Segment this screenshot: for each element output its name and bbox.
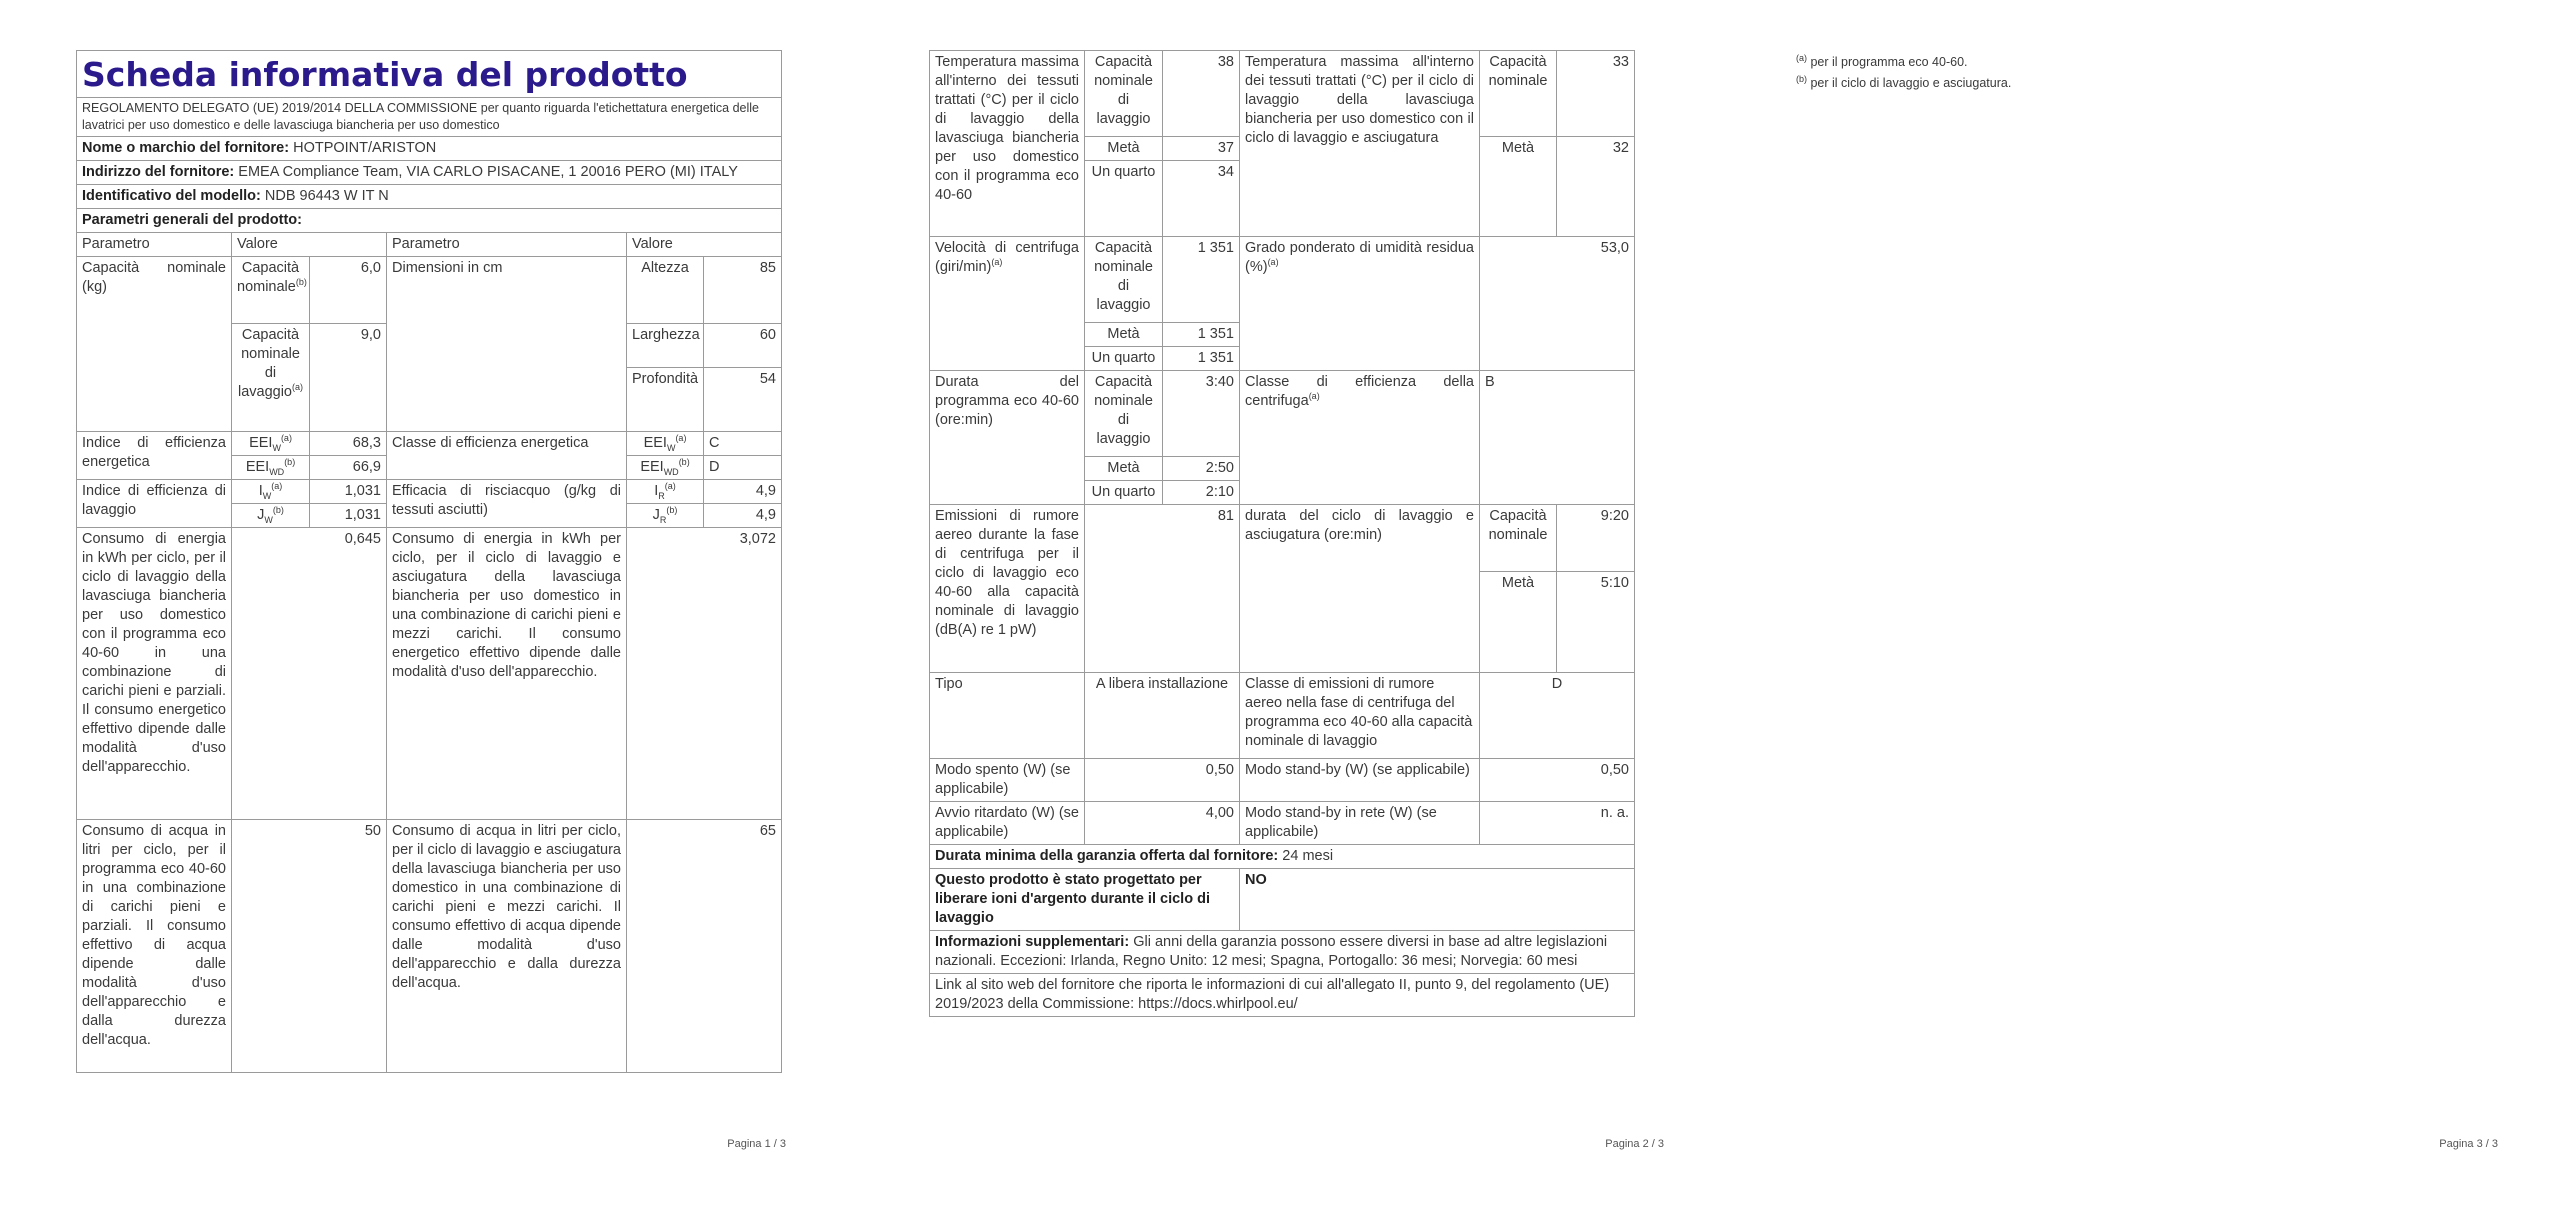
half-sub: Metà	[1085, 457, 1163, 481]
wd-duration-full-value: 9:20	[1557, 505, 1635, 572]
energy-wd-label: Consumo di energia in kWh per ciclo, per il ciclo di lavaggio e asciugatura della lavasciuga biancheria per uso domestico in una combinazione di carichi pieni e mezzi carichi. Il consumo energetico effettivo dipende dalle modalità d'uso dell'apparecchio.	[387, 528, 627, 820]
duration-half-value: 2:50	[1163, 457, 1240, 481]
model-row	[77, 185, 782, 209]
eei-wd-value: 66,9	[310, 456, 387, 480]
extra-info-value: Gli anni della garanzia possono essere diversi in base ad altre legislazioni nazionali. Eccezioni: Irlanda, Regno Unito: 12 mesi; Spagna, Portogallo: 36 mesi; Norvegia: 60 mesi	[935, 934, 1608, 969]
delay-start-value: 4,00	[1085, 802, 1240, 845]
product-sheet-table-2	[929, 50, 1635, 1017]
duration-label: Durata del programma eco 40-60 (ore:min)	[930, 371, 1085, 505]
jw-value: 1,031	[310, 504, 387, 528]
model-value: NDB 96443 W IT N	[264, 188, 389, 204]
off-mode-value: 0,50	[1085, 759, 1240, 802]
depth-value: 54	[704, 368, 782, 432]
supplier-name-label: Nome o marchio del fornitore:	[82, 140, 290, 156]
supplier-name-value: HOTPOINT/ARISTON	[293, 140, 437, 156]
water-wash-label: Consumo di acqua in litri per ciclo, per il programma eco 40-60 in una combinazione di carichi pieni e parziali. Il consumo effettivo di acqua dipende dalle modalità d'uso dell'apparecchio e dalla durezza dell'acqua.	[77, 820, 232, 1073]
cap-nominal-sub: Capacità nominale	[1480, 505, 1557, 572]
water-wd-value: 65	[627, 820, 782, 1073]
width-value: 60	[704, 324, 782, 368]
warranty-row	[930, 845, 1635, 869]
general-params-heading: Parametri generali del prodotto:	[77, 209, 782, 233]
network-standby-label: Modo stand-by in rete (W) (se applicabile)	[1240, 802, 1480, 845]
water-wd-label: Consumo di acqua in litri per ciclo, per il ciclo di lavaggio e asciugatura della lavasciuga biancheria per uso domestico in una combinazione di carichi pieni e mezzi carichi. Il consumo effettivo di acqua dipende dalle modalità d'uso dell'apparecchio e dalla durezza dell'acqua.	[387, 820, 627, 1073]
network-standby-value: n. a.	[1480, 802, 1635, 845]
capacity-wash-value: 6,0	[310, 257, 387, 324]
wd-duration-label: durata del ciclo di lavaggio e asciugatura (ore:min)	[1240, 505, 1480, 673]
temp-wash-half-value: 37	[1163, 137, 1240, 161]
energy-wd-value: 3,072	[627, 528, 782, 820]
warranty-label: Durata minima della garanzia offerta dal fornitore:	[935, 848, 1279, 864]
height-label: Altezza	[627, 257, 704, 324]
ir-value: 4,9	[704, 480, 782, 504]
quarter-sub: Un quarto	[1085, 347, 1163, 371]
cap-nominal-wash-sub: Capacità nominale di lavaggio	[1085, 371, 1163, 457]
page-number: Pagina 3 / 3	[2439, 1138, 2498, 1150]
energy-class-wd-value: D	[704, 456, 782, 480]
capacity-dry-sub: Capacità nominale di lavaggio$^{(a)}$	[232, 324, 310, 432]
noise-class-label: Classe di emissioni di rumore aereo nella fase di centrifuga del programma eco 40-60 alla capacità nominale di lavaggio	[1240, 673, 1480, 759]
eei-label: Indice di efficienza energetica	[77, 432, 232, 480]
temp-wash-quarter-value: 34	[1163, 161, 1240, 237]
temp-wd-label: Temperatura massima all'interno dei tessuti trattati (°C) per il ciclo di lavaggio della lavasciuga biancheria per uso domestico con il ciclo di lavaggio e asciugatura	[1240, 51, 1480, 237]
temp-wash-label: Temperatura massima all'interno dei tessuti trattati (°C) per il ciclo di lavaggio della lavasciuga biancheria per uso domestico con il programma eco 40-60	[930, 51, 1085, 237]
footnote-a: $^{(a)}$ per il programma eco 40-60.	[1796, 52, 1968, 69]
duration-full-value: 3:40	[1163, 371, 1240, 457]
rinse-label: Efficacia di risciacquo (g/kg di tessuti asciutti)	[387, 480, 627, 528]
half-sub: Metà	[1085, 137, 1163, 161]
eei-w-value: 68,3	[310, 432, 387, 456]
off-mode-label: Modo spento (W) (se applicabile)	[930, 759, 1085, 802]
page-1	[0, 0, 853, 1207]
energy-class-wd-symbol: $EEI_{WD}^{(b)}$	[627, 456, 704, 480]
column-header: Valore	[232, 233, 387, 257]
moisture-value: 53,0	[1480, 237, 1635, 371]
supplier-name-row	[77, 137, 782, 161]
energy-class-w-value: C	[704, 432, 782, 456]
half-sub: Metà	[1480, 137, 1557, 237]
page-2	[853, 0, 1706, 1207]
wash-efficiency-label: Indice di efficienza di lavaggio	[77, 480, 232, 528]
page-number: Pagina 1 / 3	[727, 1138, 786, 1150]
noise-label: Emissioni di rumore aereo durante la fase di centrifuga per il ciclo di lavaggio eco 40-60 alla capacità nominale di lavaggio (dB(A) re 1 pW)	[930, 505, 1085, 673]
wd-duration-half-value: 5:10	[1557, 572, 1635, 673]
energy-wash-label: Consumo di energia in kWh per ciclo, per il ciclo di lavaggio della lavasciuga biancheria per uso domestico con il programma eco 40-60 in una combinazione di carichi pieni e parziali. Il consumo energetico effettivo dipende dalle modalità d'uso dell'apparecchio.	[77, 528, 232, 820]
height-value: 85	[704, 257, 782, 324]
depth-label: Profondità	[627, 368, 704, 432]
spin-label: Velocità di centrifuga (giri/min)$^{(a)}$	[930, 237, 1085, 371]
supplier-website-link[interactable]: https://docs.whirlpool.eu/	[1138, 996, 1298, 1012]
silver-ions-label: Questo prodotto è stato progettato per liberare ioni d'argento durante il ciclo di lavaggio	[930, 869, 1240, 931]
link-text: Link al sito web del fornitore che riporta le informazioni di cui all'allegato II, punto 9, del regolamento (UE) 2019/2023 della Commissione:	[935, 977, 1610, 1012]
half-sub: Metà	[1085, 323, 1163, 347]
regulation-text: REGOLAMENTO DELEGATO (UE) 2019/2014 DELLA COMMISSIONE per quanto riguarda l'etichettatura energetica delle lavatrici per uso domestico e delle lavasciuga biancheria per uso domestico	[77, 98, 782, 137]
jr-value: 4,9	[704, 504, 782, 528]
extra-info-row	[930, 931, 1635, 974]
cap-nominal-sub: Capacità nominale	[1480, 51, 1557, 137]
quarter-sub: Un quarto	[1085, 161, 1163, 237]
width-label: Larghezza	[627, 324, 704, 368]
noise-value: 81	[1085, 505, 1240, 673]
capacity-dry-value: 9,0	[310, 324, 387, 432]
silver-ions-value: NO	[1240, 869, 1635, 931]
page-number: Pagina 2 / 3	[1605, 1138, 1664, 1150]
capacity-label: Capacità nominale (kg)	[77, 257, 232, 432]
spin-full-value: 1 351	[1163, 237, 1240, 323]
footnote-b: $^{(b)}$ per il ciclo di lavaggio e asciugatura.	[1796, 73, 2012, 90]
eei-wd-symbol: $EEI_{WD}^{(b)}$	[232, 456, 310, 480]
warranty-value: 24 mesi	[1282, 848, 1334, 864]
column-header: Parametro	[387, 233, 627, 257]
model-label: Identificativo del modello:	[82, 188, 261, 204]
quarter-sub: Un quarto	[1085, 481, 1163, 505]
energy-class-label: Classe di efficienza energetica	[387, 432, 627, 480]
cap-nominal-wash-sub: Capacità nominale di lavaggio	[1085, 51, 1163, 137]
document-title: Scheda informativa del prodotto	[77, 51, 782, 98]
column-header: Parametro	[77, 233, 232, 257]
extra-info-label: Informazioni supplementari:	[935, 934, 1130, 950]
column-header: Valore	[627, 233, 782, 257]
half-sub: Metà	[1480, 572, 1557, 673]
spin-half-value: 1 351	[1163, 323, 1240, 347]
page-3	[1706, 0, 2560, 1207]
spin-class-value: B	[1480, 371, 1635, 505]
spin-class-label: Classe di efficienza della centrifuga$^{(a)}$	[1240, 371, 1480, 505]
cap-nominal-wash-sub: Capacità nominale di lavaggio	[1085, 237, 1163, 323]
ir-symbol: $I_R^{(a)}$	[627, 480, 704, 504]
supplier-address-label: Indirizzo del fornitore:	[82, 164, 235, 180]
product-sheet-table-1	[76, 50, 782, 1073]
temp-wd-full-value: 33	[1557, 51, 1635, 137]
iw-symbol: $I_W^{(a)}$	[232, 480, 310, 504]
energy-class-w-symbol: $EEI_W^{(a)}$	[627, 432, 704, 456]
duration-quarter-value: 2:10	[1163, 481, 1240, 505]
standby-value: 0,50	[1480, 759, 1635, 802]
link-row	[930, 974, 1635, 1017]
moisture-label: Grado ponderato di umidità residua (%)$^{(a)}$	[1240, 237, 1480, 371]
energy-wash-value: 0,645	[232, 528, 387, 820]
noise-class-value: D	[1480, 673, 1635, 759]
footnotes	[1796, 52, 2011, 94]
type-label: Tipo	[930, 673, 1085, 759]
temp-wash-full-value: 38	[1163, 51, 1240, 137]
dimensions-label: Dimensioni in cm	[387, 257, 627, 432]
supplier-address-row	[77, 161, 782, 185]
jr-symbol: $J_R^{(b)}$	[627, 504, 704, 528]
iw-value: 1,031	[310, 480, 387, 504]
jw-symbol: $J_W^{(b)}$	[232, 504, 310, 528]
water-wash-value: 50	[232, 820, 387, 1073]
delay-start-label: Avvio ritardato (W) (se applicabile)	[930, 802, 1085, 845]
eei-w-symbol: $EEI_W^{(a)}$	[232, 432, 310, 456]
capacity-wash-sub: Capacità nominale$^{(b)}$	[232, 257, 310, 324]
type-value: A libera installazione	[1085, 673, 1240, 759]
spin-quarter-value: 1 351	[1163, 347, 1240, 371]
temp-wd-half-value: 32	[1557, 137, 1635, 237]
standby-label: Modo stand-by (W) (se applicabile)	[1240, 759, 1480, 802]
supplier-address-value: EMEA Compliance Team, VIA CARLO PISACANE, 1 20016 PERO (MI) ITALY	[238, 164, 738, 180]
